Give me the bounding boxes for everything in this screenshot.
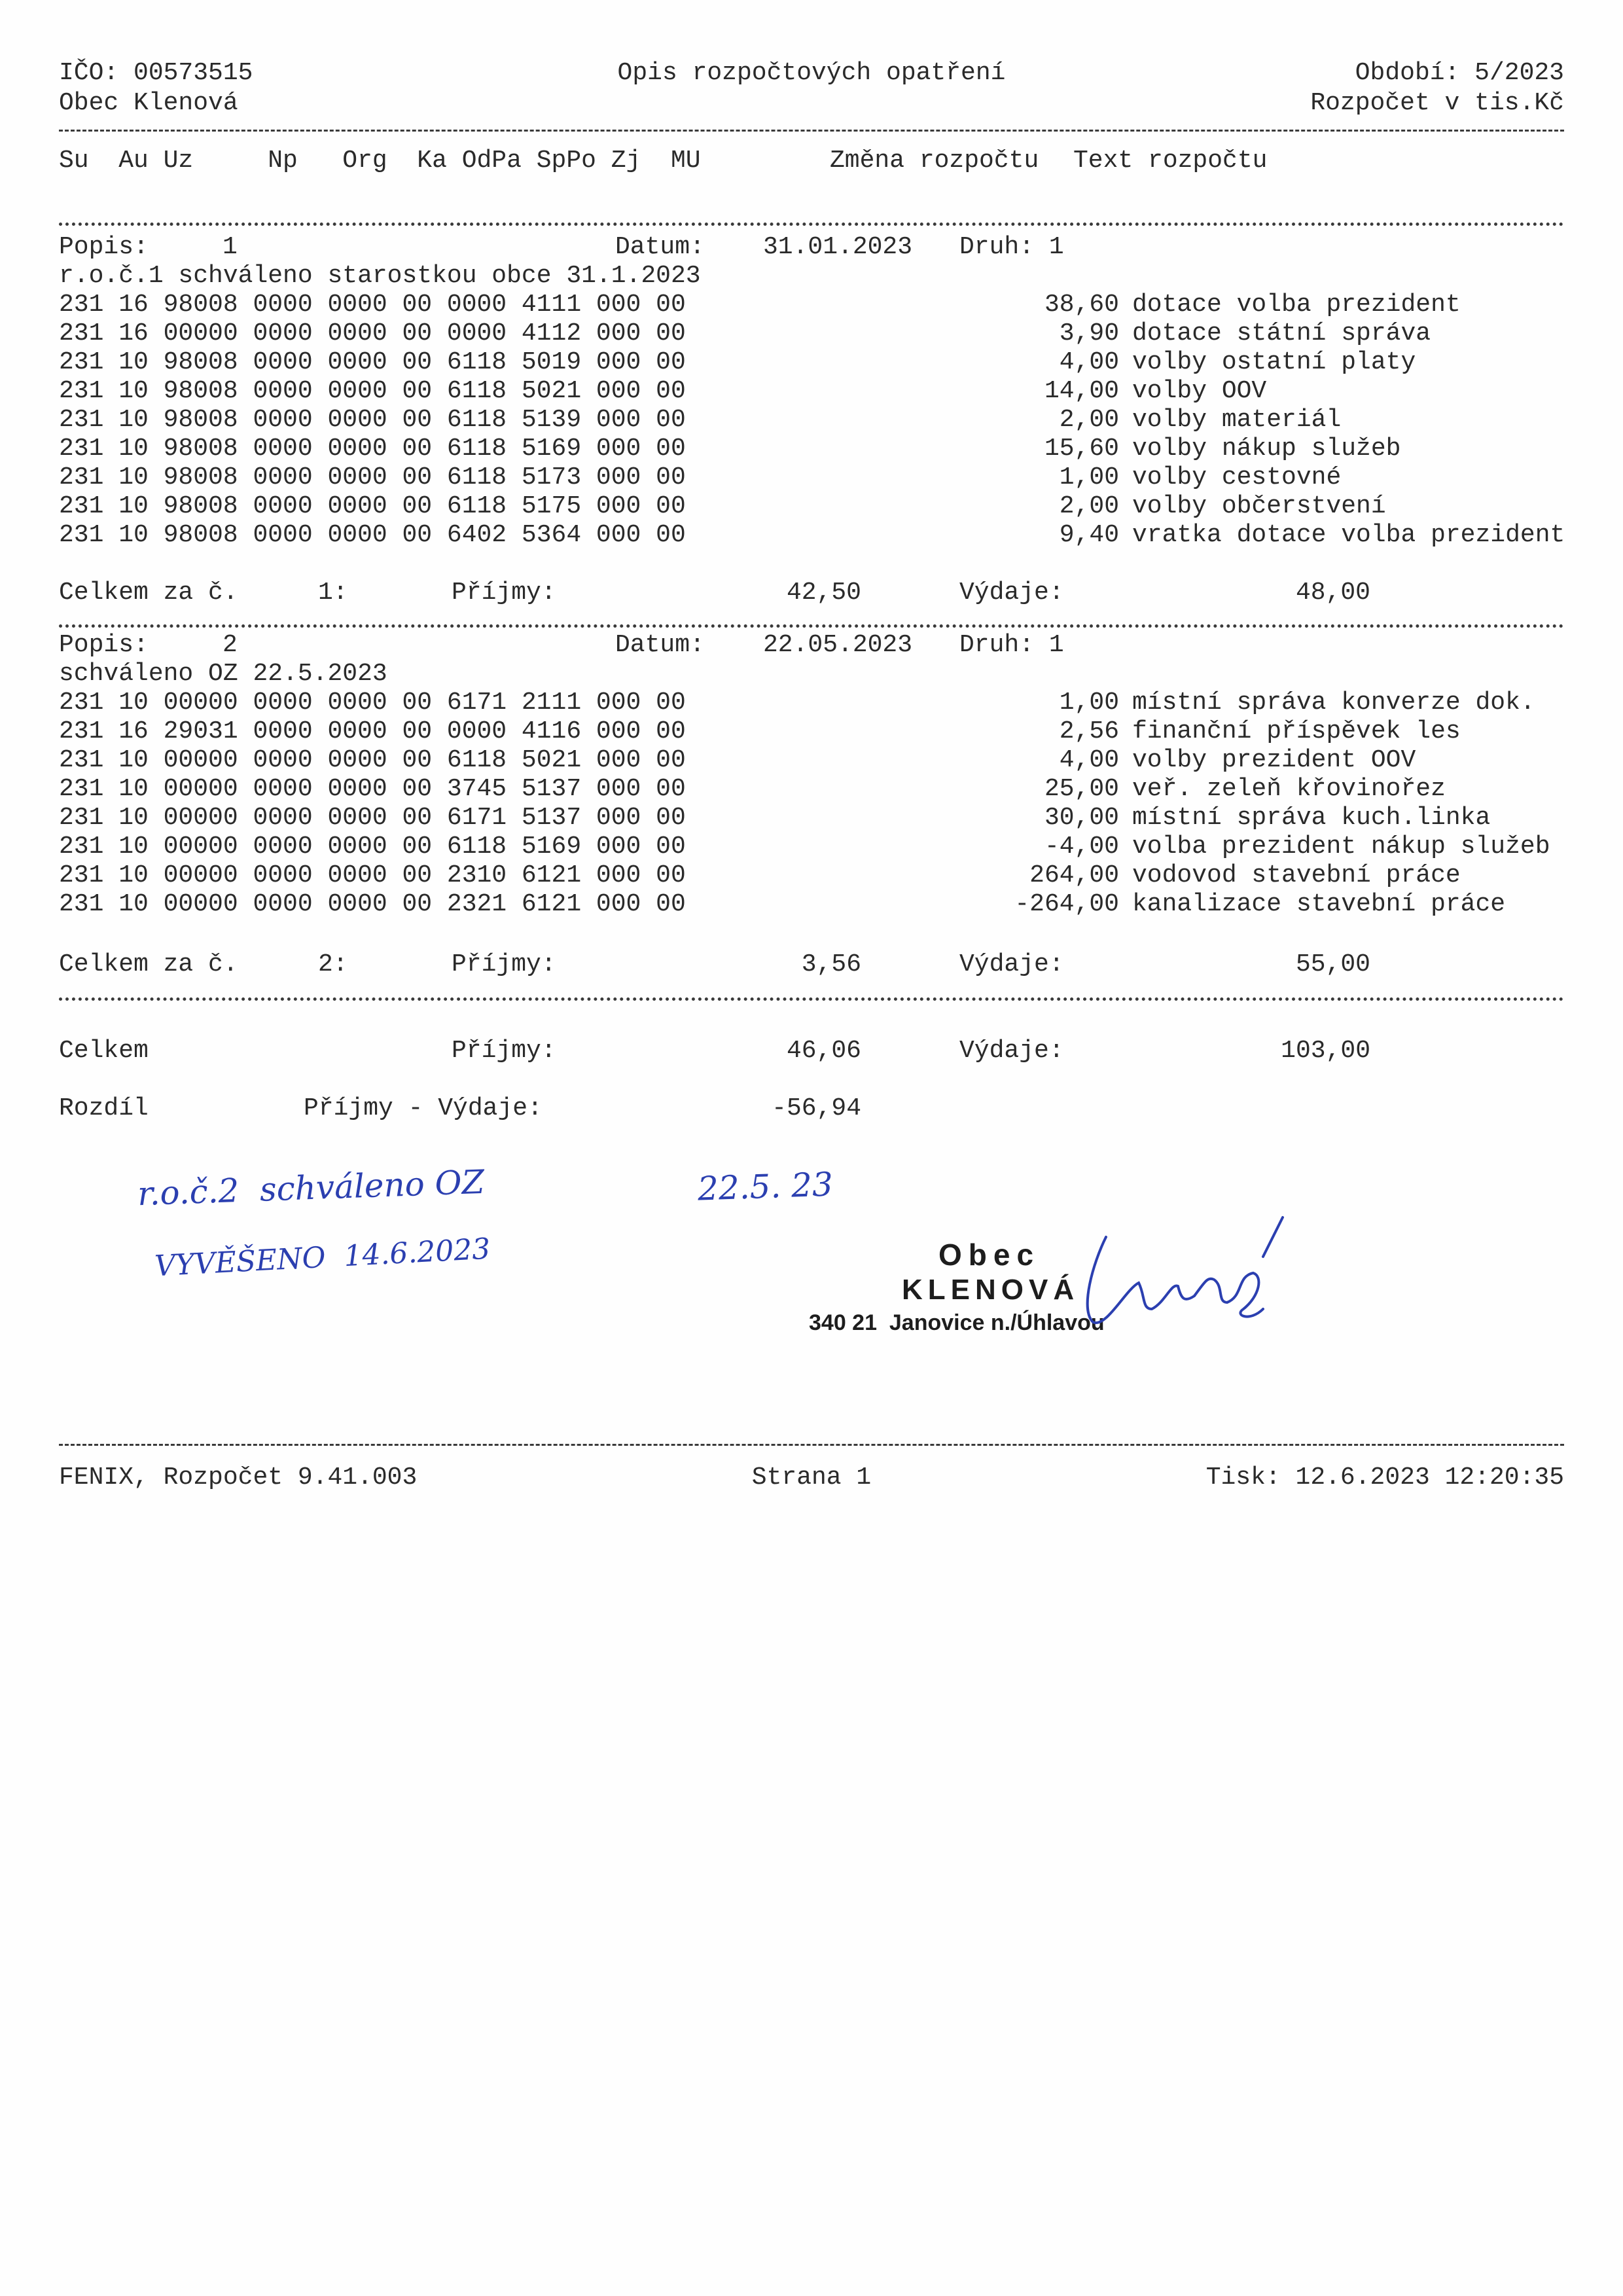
dotted-divider	[59, 223, 1564, 226]
row-amount: 14,00	[1044, 377, 1119, 405]
row-code: 231 10 00000 0000 0000 00 6171 5137 000 00	[59, 804, 686, 832]
row-text: kanalizace stavební práce	[1132, 890, 1506, 918]
row-text: volby nákup služeb	[1132, 435, 1401, 463]
grand-vydaje-label: Výdaje:	[959, 1037, 1064, 1065]
footer-divider	[59, 1444, 1564, 1446]
row-text: volby občerstvení	[1132, 492, 1386, 520]
row-amount: -264,00	[1014, 890, 1119, 918]
row-amount: 2,00	[1059, 406, 1119, 434]
handwritten-note-date: 22.5. 23	[697, 1165, 834, 1208]
prijmy-value: 42,50	[786, 579, 861, 607]
stamp-line-2: KLENOVÁ	[902, 1274, 1080, 1306]
handwritten-note-published: VYVĚŠENO 14.6.2023	[154, 1232, 491, 1283]
popis-number: 1	[223, 233, 238, 261]
row-code: 231 10 98008 0000 0000 00 6118 5175 000 00	[59, 492, 686, 520]
datum-value: 31.01.2023	[763, 233, 913, 261]
document-title: Opis rozpočtových opatření	[617, 59, 1006, 87]
row-amount: 1,00	[1059, 689, 1119, 717]
datum-value: 22.05.2023	[763, 631, 913, 659]
stamp-line-3: 340 21 Janovice n./Úhlavou	[809, 1310, 1105, 1335]
row-amount: 25,00	[1044, 775, 1119, 803]
popis-label: Popis:	[59, 233, 149, 261]
popis-number: 2	[223, 631, 238, 659]
column-headers-codes: Su Au Uz Np Org Ka OdPa SpPo Zj MU	[59, 147, 701, 175]
row-amount: 9,40	[1059, 521, 1119, 549]
grand-total-label: Celkem	[59, 1037, 149, 1065]
row-amount: 264,00	[1029, 861, 1119, 889]
row-text: vratka dotace volba prezident	[1132, 521, 1565, 549]
signature-icon	[1067, 1211, 1309, 1342]
row-text: volby materiál	[1132, 406, 1342, 434]
datum-label: Datum:	[615, 631, 705, 659]
vydaje-value: 55,00	[1295, 950, 1370, 978]
row-code: 231 16 98008 0000 0000 00 0000 4111 000 00	[59, 291, 686, 319]
row-text: místní správa kuch.linka	[1132, 804, 1491, 832]
druh: Druh: 1	[959, 631, 1064, 659]
prijmy-label: Příjmy:	[452, 950, 556, 978]
prijmy-label: Příjmy:	[452, 579, 556, 607]
section-description: r.o.č.1 schváleno starostkou obce 31.1.2023	[59, 262, 701, 290]
section-description: schváleno OZ 22.5.2023	[59, 660, 387, 688]
row-text: volba prezident nákup služeb	[1132, 833, 1550, 861]
row-text: dotace volba prezident	[1132, 291, 1461, 319]
grand-prijmy-value: 46,06	[786, 1037, 861, 1065]
row-code: 231 10 00000 0000 0000 00 2321 6121 000 00	[59, 890, 686, 918]
grand-vydaje-value: 103,00	[1281, 1037, 1370, 1065]
row-text: dotace státní správa	[1132, 319, 1431, 348]
difference-value: -56,94	[772, 1094, 861, 1122]
grand-prijmy-label: Příjmy:	[452, 1037, 556, 1065]
column-header-zmena: Změna rozpočtu	[830, 147, 1039, 175]
row-amount: 3,90	[1059, 319, 1119, 348]
row-text: finanční příspěvek les	[1132, 717, 1461, 745]
period: Období: 5/2023	[1355, 59, 1564, 87]
footer-software: FENIX, Rozpočet 9.41.003	[59, 1463, 418, 1492]
row-text: volby ostatní platy	[1132, 348, 1416, 376]
row-amount: 4,00	[1059, 746, 1119, 774]
stamp-line-1: Obec	[938, 1238, 1041, 1272]
row-code: 231 10 00000 0000 0000 00 6118 5021 000 00	[59, 746, 686, 774]
row-code: 231 10 98008 0000 0000 00 6118 5019 000 00	[59, 348, 686, 376]
row-text: volby prezident OOV	[1132, 746, 1416, 774]
row-code: 231 10 98008 0000 0000 00 6118 5173 000 00	[59, 463, 686, 492]
row-amount: 38,60	[1044, 291, 1119, 319]
vydaje-label: Výdaje:	[959, 579, 1064, 607]
row-code: 231 10 00000 0000 0000 00 3745 5137 000 00	[59, 775, 686, 803]
row-code: 231 10 00000 0000 0000 00 2310 6121 000 00	[59, 861, 686, 889]
row-code: 231 10 00000 0000 0000 00 6171 2111 000 00	[59, 689, 686, 717]
row-amount: 15,60	[1044, 435, 1119, 463]
row-text: veř. zeleň křovinořez	[1132, 775, 1446, 803]
row-amount: 30,00	[1044, 804, 1119, 832]
row-text: vodovod stavební práce	[1132, 861, 1461, 889]
ico-number: IČO: 00573515	[59, 59, 253, 87]
row-amount: 1,00	[1059, 463, 1119, 492]
row-code: 231 10 98008 0000 0000 00 6118 5021 000 00	[59, 377, 686, 405]
footer-page: Strana 1	[751, 1463, 872, 1492]
row-amount: 2,00	[1059, 492, 1119, 520]
vydaje-value: 48,00	[1295, 579, 1370, 607]
row-text: volby cestovné	[1132, 463, 1342, 492]
row-code: 231 16 00000 0000 0000 00 0000 4112 000 00	[59, 319, 686, 348]
section-total-label: Celkem za č.	[59, 579, 238, 607]
difference-label: Rozdíl	[59, 1094, 149, 1122]
row-text: volby OOV	[1132, 377, 1267, 405]
row-amount: 4,00	[1059, 348, 1119, 376]
row-code: 231 10 00000 0000 0000 00 6118 5169 000 00	[59, 833, 686, 861]
prijmy-value: 3,56	[801, 950, 861, 978]
municipality-name: Obec Klenová	[59, 89, 238, 117]
row-text: místní správa konverze dok.	[1132, 689, 1535, 717]
row-code: 231 10 98008 0000 0000 00 6118 5139 000 00	[59, 406, 686, 434]
row-code: 231 10 98008 0000 0000 00 6402 5364 000 00	[59, 521, 686, 549]
dotted-divider	[59, 997, 1564, 1001]
section-total-number: 2:	[318, 950, 348, 978]
section-total-label: Celkem za č.	[59, 950, 238, 978]
column-header-text: Text rozpočtu	[1073, 147, 1268, 175]
header-divider	[59, 130, 1564, 132]
dotted-divider	[59, 624, 1564, 628]
druh: Druh: 1	[959, 233, 1064, 261]
datum-label: Datum:	[615, 233, 705, 261]
vydaje-label: Výdaje:	[959, 950, 1064, 978]
budget-unit: Rozpočet v tis.Kč	[1310, 89, 1564, 117]
row-code: 231 10 98008 0000 0000 00 6118 5169 000 00	[59, 435, 686, 463]
popis-label: Popis:	[59, 631, 149, 659]
handwritten-note-approval: r.o.č.2 schváleno OZ	[137, 1162, 486, 1213]
row-amount: -4,00	[1044, 833, 1119, 861]
difference-formula: Příjmy - Výdaje:	[304, 1094, 543, 1122]
section-total-number: 1:	[318, 579, 348, 607]
footer-print-time: Tisk: 12.6.2023 12:20:35	[1205, 1463, 1564, 1492]
row-amount: 2,56	[1059, 717, 1119, 745]
row-code: 231 16 29031 0000 0000 00 0000 4116 000 00	[59, 717, 686, 745]
